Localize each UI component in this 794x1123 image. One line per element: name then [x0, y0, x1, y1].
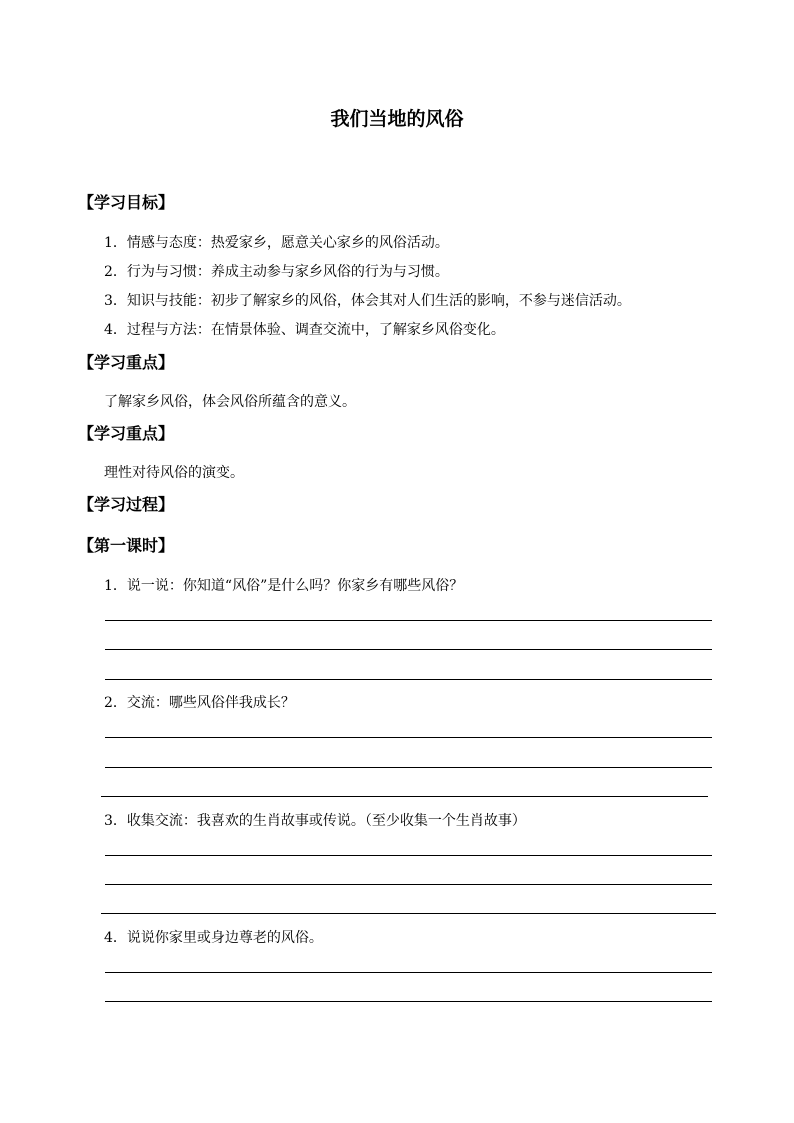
answer-line — [101, 913, 716, 914]
answer-line — [105, 1001, 712, 1002]
objective-item: 1．情感与态度：热爱家乡，愿意关心家乡的风俗活动。 — [104, 235, 449, 251]
answer-line — [105, 884, 712, 885]
question-item: 3．收集交流：我喜欢的生肖故事或传说。（至少收集一个生肖故事） — [104, 813, 526, 829]
answer-line — [105, 767, 712, 768]
answer-line — [105, 972, 712, 973]
objective-item: 3．知识与技能：初步了解家乡的风俗，体会其对人们生活的影响，不参与迷信活动。 — [104, 293, 631, 309]
process-heading: 【学习过程】 — [78, 495, 175, 514]
answer-line — [105, 649, 712, 650]
difficulty-heading: 【学习重点】 — [78, 424, 175, 443]
key-points-text: 了解家乡风俗，体会风俗所蕴含的意义。 — [104, 394, 356, 410]
key-points-heading: 【学习重点】 — [78, 353, 175, 372]
objectives-heading: 【学习目标】 — [78, 193, 175, 212]
question-item: 1．说一说：你知道“风俗”是什么吗？你家乡有哪些风俗？ — [104, 578, 464, 594]
question-item: 4．说说你家里或身边尊老的风俗。 — [104, 930, 323, 946]
answer-line — [105, 855, 712, 856]
document-title: 我们当地的风俗 — [330, 108, 464, 130]
lesson-heading: 【第一课时】 — [78, 536, 175, 555]
objective-item: 4．过程与方法：在情景体验、调查交流中，了解家乡风俗变化。 — [104, 322, 505, 338]
question-item: 2．交流：哪些风俗伴我成长？ — [104, 695, 295, 711]
difficulty-text: 理性对待风俗的演变。 — [104, 465, 244, 481]
answer-line — [105, 620, 712, 621]
answer-line — [105, 737, 712, 738]
objective-item: 2．行为与习惯：养成主动参与家乡风俗的行为与习惯。 — [104, 264, 449, 280]
answer-line — [101, 796, 708, 797]
answer-line — [105, 679, 712, 680]
